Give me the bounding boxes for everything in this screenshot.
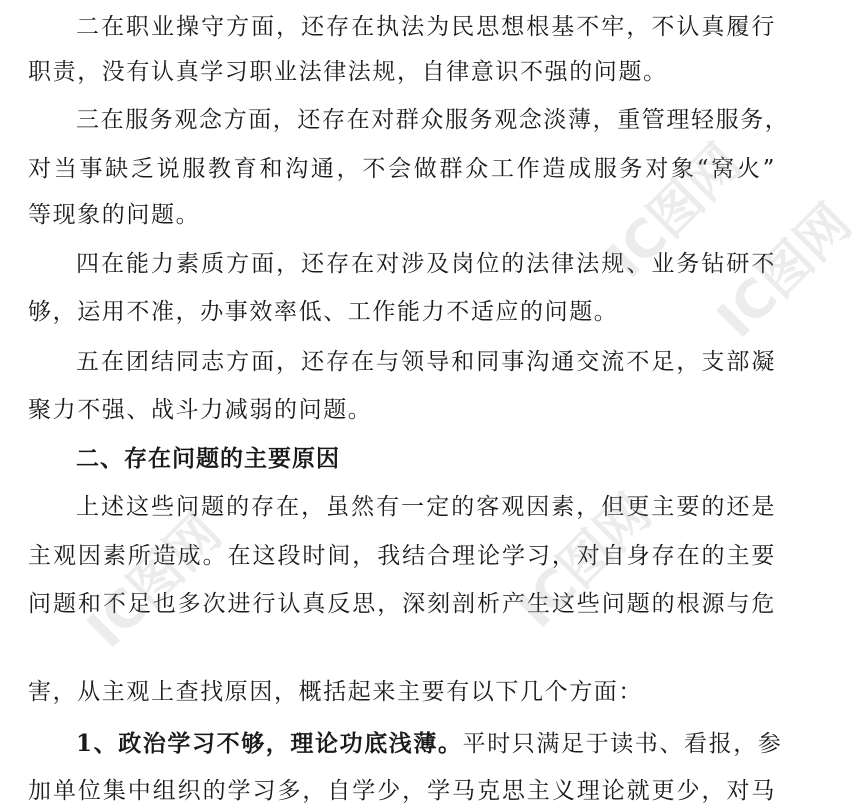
paragraph-line: 二在职业操守方面，还存在执法为民思想根基不牢，不认真履行	[76, 14, 776, 40]
watermark: IC图网	[506, 483, 663, 640]
paragraph-line: 主观因素所造成。在这段时间，我结合理论学习，对自身存在的主要	[28, 543, 776, 569]
point-1-title: 1、政治学习不够，理论功底浅薄。	[76, 730, 463, 757]
paragraph-line: 上述这些问题的存在，虽然有一定的客观因素，但更主要的还是	[76, 494, 776, 520]
paragraph-line: 五在团结同志方面，还存在与领导和同事沟通交流不足，支部凝	[76, 349, 776, 375]
paragraph-line: 三在服务观念方面，还存在对群众服务观念淡薄，重管理轻服务，	[76, 107, 790, 133]
watermark: IC图网	[706, 193, 863, 350]
paragraph-line: 等现象的问题。	[28, 202, 201, 228]
section-heading: 二、存在问题的主要原因	[76, 445, 340, 472]
point-1-first-line	[76, 727, 783, 761]
paragraph-line: 四在能力素质方面，还存在对涉及岗位的法律法规、业务钻研不	[76, 251, 776, 277]
point-1-text: 平时只满足于读书、看报，参	[462, 731, 783, 757]
paragraph-line: 问题和不足也多次进行认真反思，深刻剖析产生这些问题的根源与危	[28, 591, 776, 617]
watermark: IC图网	[596, 133, 753, 290]
paragraph-line: 职责，没有认真学习职业法律法规，自律意识不强的问题。	[28, 59, 668, 85]
paragraph-line: 对当事缺乏说服教育和沟通，不会做群众工作造成服务对象“窝火”	[28, 156, 776, 182]
paragraph-line: 够，运用不准，办事效率低、工作能力不适应的问题。	[28, 299, 619, 325]
paragraph-line: 害，从主观上查找原因，概括起来主要有以下几个方面：	[28, 679, 643, 705]
point-1-second-line: 加单位集中组织的学习多，自学少，学马克思主义理论就更少，对马	[28, 778, 776, 804]
paragraph-line: 聚力不强、战斗力减弱的问题。	[28, 397, 373, 423]
watermark: IC图网	[76, 503, 233, 660]
